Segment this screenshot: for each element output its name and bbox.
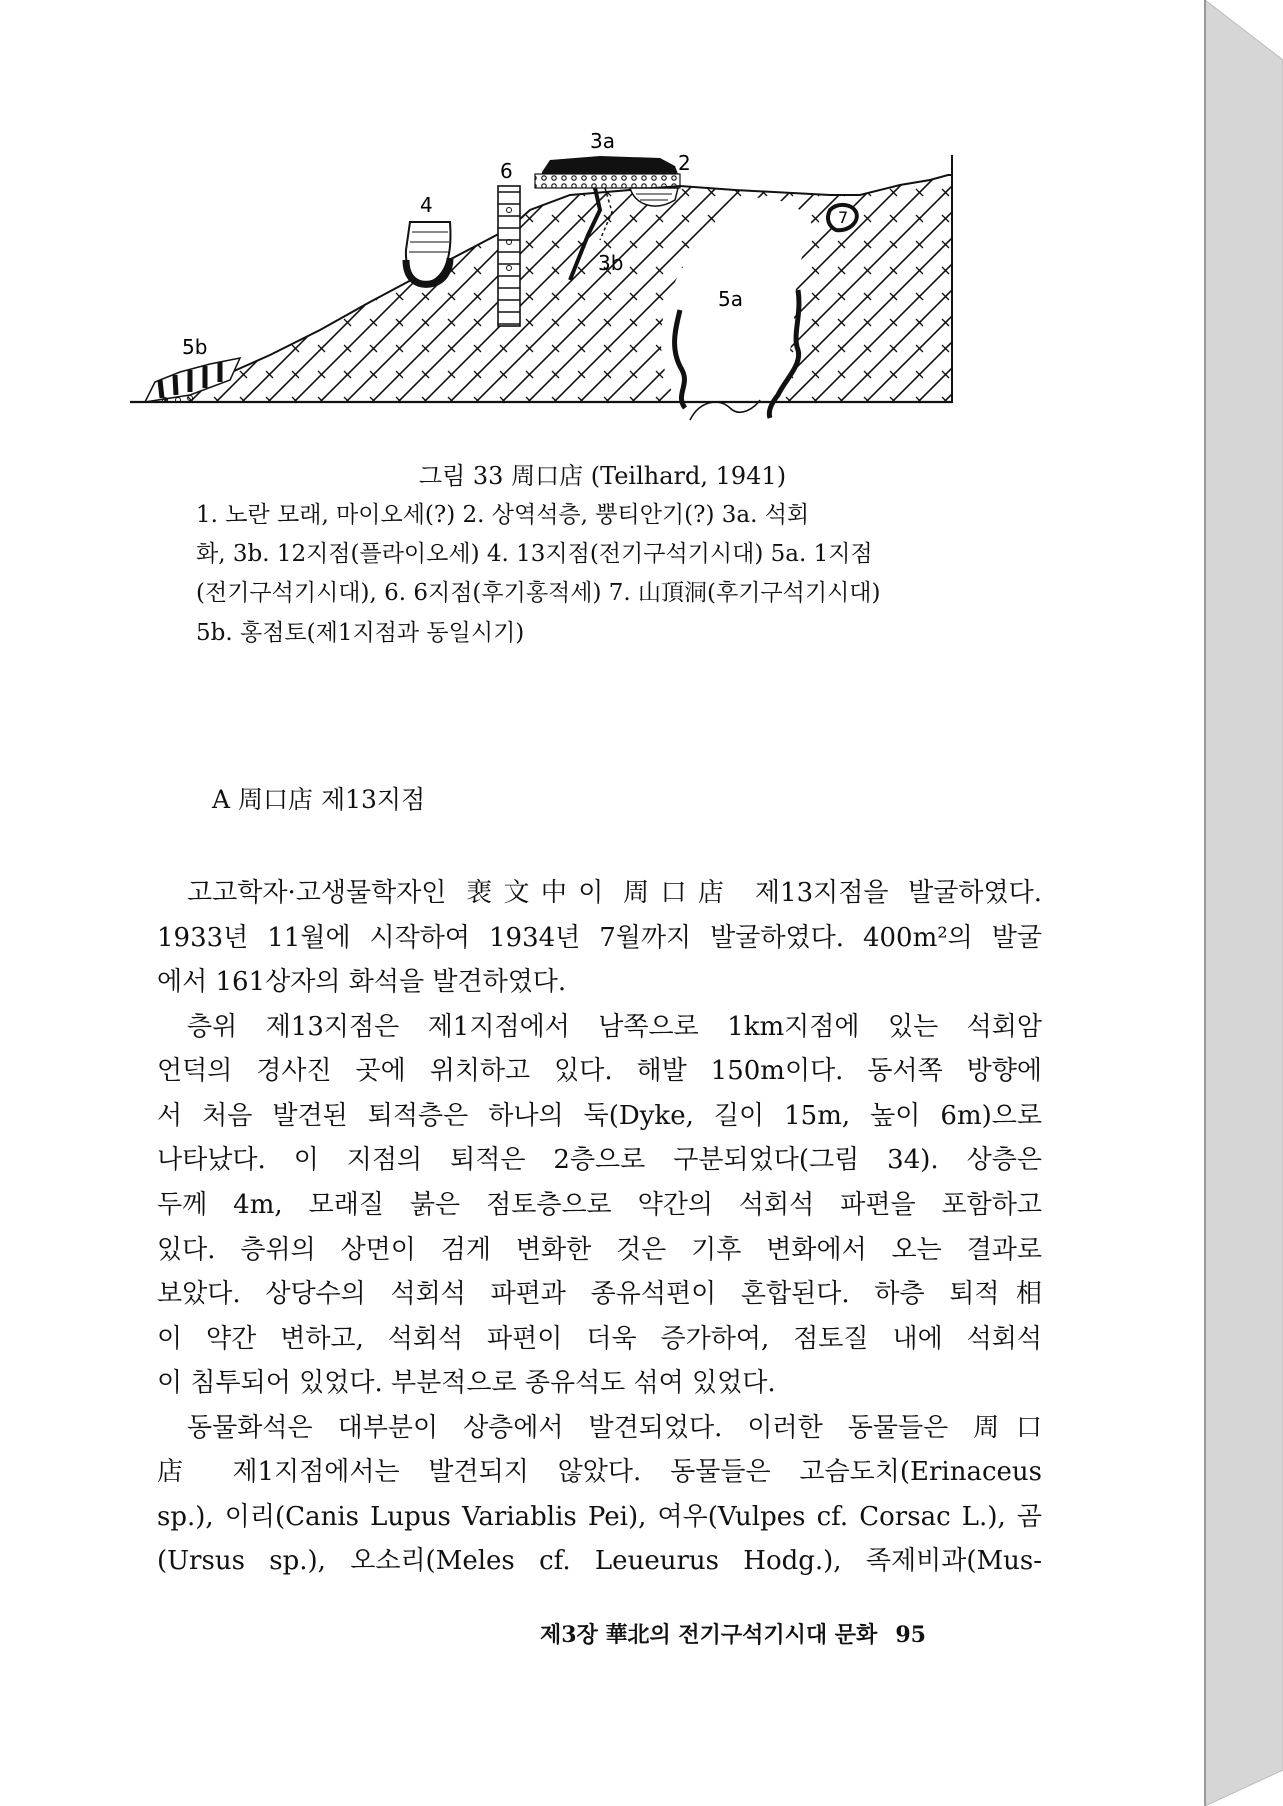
label-6: 6 [500, 159, 513, 183]
label-2: 2 [678, 151, 691, 175]
caption-line: 5b. 홍점토(제1지점과 동일시기) [196, 620, 525, 646]
body-line: 에서 161상자의 화석을 발견하였다. [157, 967, 567, 997]
chapter-title: 제3장 華北의 전기구석기시대 문화 [540, 1622, 878, 1648]
caption-line: 1. 노란 모래, 마이오세(?) 2. 상역석층, 뿡티안기(?) 3a. 석회 [196, 502, 810, 528]
body-line: 층위 제13지점은 제1지점에서 남쪽으로 1km지점에 있는 석회암 [187, 1012, 1042, 1042]
body-line: 고고학자·고생물학자인 裵文中이 周口店 제13지점을 발굴하였다. [187, 878, 1042, 908]
figure-caption-title: 그림 33 周口店 (Teilhard, 1941) [418, 462, 787, 490]
body-line: 나타났다. 이 지점의 퇴적은 2층으로 구분되었다(그림 34). 상층은 [157, 1145, 1042, 1175]
caption-line: 화, 3b. 12지점(플라이오세) 4. 13지점(전기구석기시대) 5a. 1지점 [196, 541, 873, 567]
label-7: 7 [838, 208, 849, 227]
label-4: 4 [420, 193, 433, 217]
body-line: 1933년 11월에 시작하여 1934년 7월까지 발굴하였다. 400m²의 발굴 [157, 923, 1042, 953]
body-line: 동물화석은 대부분이 상층에서 발견되었다. 이러한 동물들은 周口 [187, 1413, 1042, 1443]
body-line: sp.), 이리(Canis Lupus Variablis Pei), 여우(Vulpes cf. Corsac L.), 곰 [157, 1502, 1042, 1532]
book-edge [1205, 0, 1283, 1806]
body-line: 서 처음 발견된 퇴적층은 하나의 둑(Dyke, 길이 15m, 높이 6m)으로 [157, 1101, 1042, 1131]
cross-section-figure [130, 129, 1060, 440]
section-heading: A 周口店 제13지점 [212, 785, 426, 814]
label-3a: 3a [590, 129, 615, 153]
label-5a: 5a [718, 287, 743, 311]
body-line: 있다. 층위의 상면이 검게 변화한 것은 기후 변화에서 오는 결과로 [157, 1235, 1042, 1265]
body-line: 店 제1지점에서는 발견되지 않았다. 동물들은 고슴도치(Erinaceus [157, 1457, 1042, 1487]
body-line: 보았다. 상당수의 석회석 파편과 종유석편이 혼합된다. 하층 퇴적相 [157, 1279, 1042, 1309]
label-5b: 5b [182, 335, 208, 359]
body-line: 이 약간 변하고, 석회석 파편이 더욱 증가하여, 점토질 내에 석회석 [157, 1324, 1042, 1354]
page-footer [540, 1618, 926, 1649]
body-line: (Ursus sp.), 오소리(Meles cf. Leueurus Hodg.), 족제비과(Mus- [157, 1546, 1042, 1576]
body-line: 언덕의 경사진 곳에 위치하고 있다. 해발 150m이다. 동서쪽 방향에 [157, 1056, 1042, 1086]
label-3b: 3b [598, 251, 624, 275]
page-number: 95 [895, 1622, 926, 1648]
locality-3a-cap [542, 156, 678, 174]
body-line: 두께 4m, 모래질 붉은 점토층으로 약간의 석회석 파편을 포함하고 [157, 1190, 1042, 1220]
caption-line: (전기구석기시대), 6. 6지점(후기홍적세) 7. 山頂洞(후기구석기시대) [196, 580, 881, 606]
body-line: 이 침투되어 있었다. 부분적으로 종유석도 섞여 있었다. [157, 1368, 776, 1398]
